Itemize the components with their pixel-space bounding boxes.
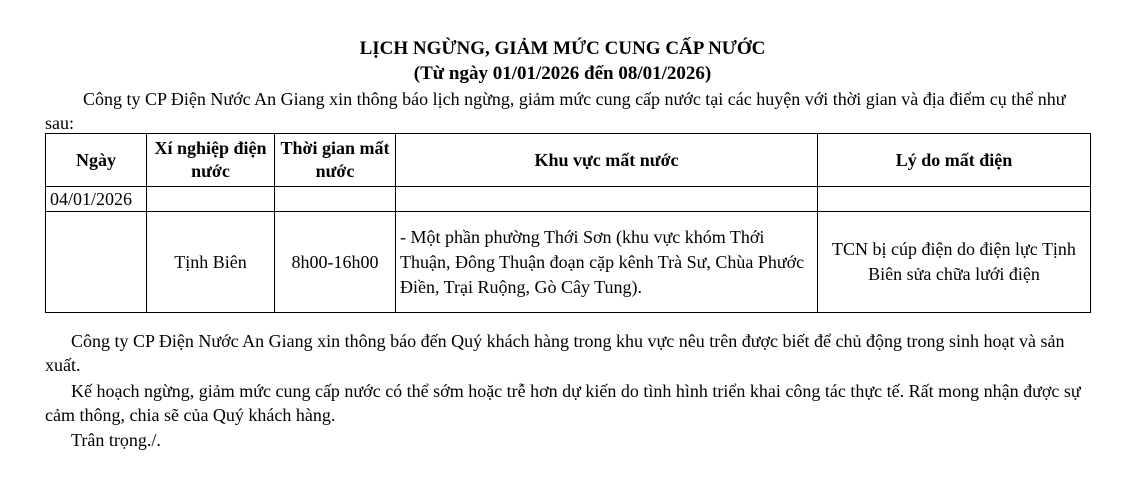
schedule-table [45, 133, 1091, 313]
column-header-time: Thời gian mất nước [275, 134, 396, 187]
enterprise-cell: Tịnh Biên [147, 212, 275, 313]
column-header-area: Khu vực mất nước [396, 134, 818, 187]
column-header-date: Ngày [46, 134, 147, 187]
date-cell: 04/01/2026 [46, 187, 147, 212]
table-row [46, 212, 1091, 313]
intro-paragraph: Công ty CP Điện Nước An Giang xin thông báo lịch ngừng, giảm mức cung cấp nước tại các huyện với thời gian và địa điểm cụ thể như sau: [45, 89, 1066, 133]
table-header-row [46, 134, 1091, 187]
time-cell: 8h00-16h00 [275, 212, 396, 313]
document-subtitle: (Từ ngày 01/01/2026 đến 08/01/2026) [413, 63, 712, 84]
regards-text: Trân trọng./. [71, 430, 161, 450]
plan-paragraph: Kế hoạch ngừng, giảm mức cung cấp nước có thể sớm hoặc trễ hơn dự kiến do tình hình triển khai công tác thực tế. Rất mong nhận được sự cảm thông, chia sẽ của Quý khách hàng. [45, 381, 1081, 425]
empty-cell [147, 187, 275, 212]
table-row-date [46, 187, 1091, 212]
reason-cell: TCN bị cúp điện do điện lực Tịnh Biên sửa chữa lưới điện [818, 212, 1091, 313]
column-header-reason: Lý do mất điện [818, 134, 1091, 187]
empty-cell [396, 187, 818, 212]
column-header-enterprise: Xí nghiệp điện nước [147, 134, 275, 187]
empty-cell [818, 187, 1091, 212]
empty-cell [46, 212, 147, 313]
empty-cell [275, 187, 396, 212]
area-cell: - Một phần phường Thới Sơn (khu vực khóm Thới Thuận, Đông Thuận đoạn cặp kênh Trà Sư, Chùa Phước Điền, Trại Ruộng, Gò Cây Tung). [396, 212, 818, 313]
document-title: LỊCH NGỪNG, GIẢM MỨC CUNG CẤP NƯỚC [359, 38, 766, 59]
notice-paragraph: Công ty CP Điện Nước An Giang xin thông báo đến Quý khách hàng trong khu vực nêu trên được biết để chủ động trong sinh hoạt và sản xuất. [45, 331, 1065, 375]
